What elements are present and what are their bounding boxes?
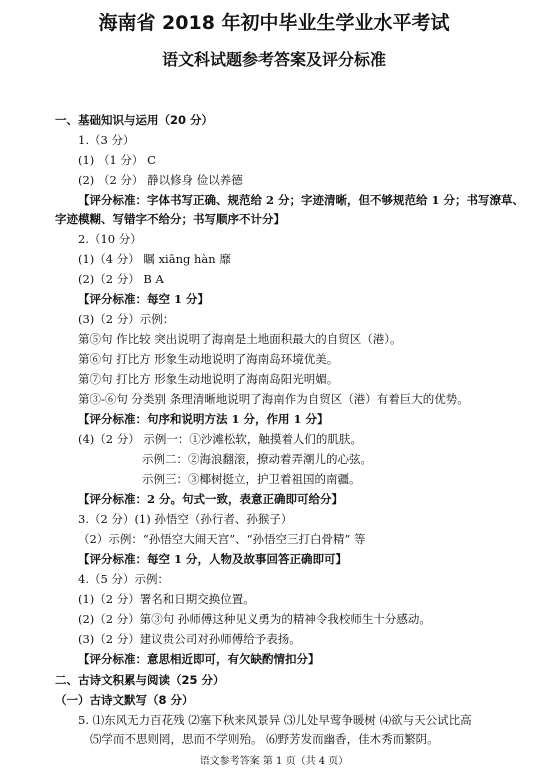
answer-line: (1)（2 分）署名和日期交换位置。 bbox=[78, 592, 255, 606]
answer-line: 第⑤句 作比较 突出说明了海南是土地面积最大的自贸区（港）。 bbox=[78, 332, 402, 346]
answer-line: 示例三：③椰树挺立，护卫着祖国的南疆。 bbox=[142, 472, 361, 486]
answer-line: (3)（2 分）示例： bbox=[78, 312, 175, 326]
answer-line: 2.（10 分） bbox=[78, 232, 142, 246]
answer-line: (2)（2 分）第③句 孙师傅这种见义勇为的精神令我校师生十分感动。 bbox=[78, 612, 431, 626]
answer-line: (4)（2 分） 示例一：①沙滩松软，触摸着人们的肌肤。 bbox=[78, 432, 362, 446]
scoring-note: 【评分标准：每空 1 分，人物及故事回答正确即可】 bbox=[78, 552, 348, 566]
answer-line: （2）示例：“孙悟空大闹天宫”、“孙悟空三打白骨精” 等 bbox=[78, 532, 366, 546]
answer-line: ⑸学而不思则罔，思而不学则殆。 ⑹野芳发而幽香，佳木秀而繁阴。 bbox=[90, 732, 439, 746]
answer-line: (3)（2 分）建议贵公司对孙师傅给予表扬。 bbox=[78, 632, 301, 646]
section-heading: 二、古诗文积累与阅读（25 分） bbox=[55, 673, 225, 687]
answer-line: (1)（4 分） 瞩 xiāng hàn 靡 bbox=[78, 252, 231, 266]
page-title: 海南省 2018 年初中毕业生学业水平考试 bbox=[98, 12, 450, 34]
scoring-note: 【评分标准：2 分。句式一致，表意正确即可给分】 bbox=[78, 492, 344, 506]
scoring-note: 【评分标准：句序和说明方法 1 分，作用 1 分】 bbox=[78, 412, 329, 426]
answer-line: (1) （1 分） C bbox=[78, 153, 156, 167]
section-heading: 一、基础知识与运用（20 分） bbox=[55, 113, 214, 127]
scoring-note: 字迹模糊、写错字不给分；书写顺序不计分】 bbox=[55, 212, 285, 226]
answer-line: 4.（5 分）示例： bbox=[78, 572, 169, 586]
answer-line: 第③-⑥句 分类别 条理清晰地说明了海南作为自贸区（港）有着巨大的优势。 bbox=[78, 392, 469, 406]
answer-line: 5. ⑴东风无力百花残 ⑵塞下秋来风景异 ⑶儿处早莺争暖树 ⑷欲与天公试比高 bbox=[78, 713, 472, 727]
section-heading: （一）古诗文默写（8 分） bbox=[55, 693, 194, 707]
answer-line: 示例二：②海浪翻滚，撩动着弄潮儿的心弦。 bbox=[142, 452, 372, 466]
answer-line: (2)（2 分） B A bbox=[78, 272, 164, 286]
answer-line: 1.（3 分） bbox=[78, 133, 135, 147]
page-subtitle: 语文科试题参考答案及评分标准 bbox=[161, 50, 386, 69]
answer-line: 第⑥句 打比方 形象生动地说明了海南岛环境优美。 bbox=[78, 352, 339, 366]
scoring-note: 【评分标准：每空 1 分】 bbox=[78, 292, 210, 306]
answer-line: 3.（2 分）(1) 孙悟空（孙行者、孙猴子） bbox=[78, 512, 293, 526]
page-footer: 语文参考答案 第 1 页（共 4 页） bbox=[199, 756, 349, 767]
answer-line: 第⑦句 打比方 形象生动地说明了海南岛阳光明媚。 bbox=[78, 372, 339, 386]
answer-line: (2) （2 分） 静以修身 俭以养德 bbox=[78, 173, 243, 187]
scoring-note: 【评分标准：意思相近即可，有欠缺酌情扣分】 bbox=[78, 652, 320, 666]
scoring-note: 【评分标准：字体书写正确、规范给 2 分；字迹清晰，但不够规范给 1 分；书写潦草、 bbox=[78, 193, 525, 207]
